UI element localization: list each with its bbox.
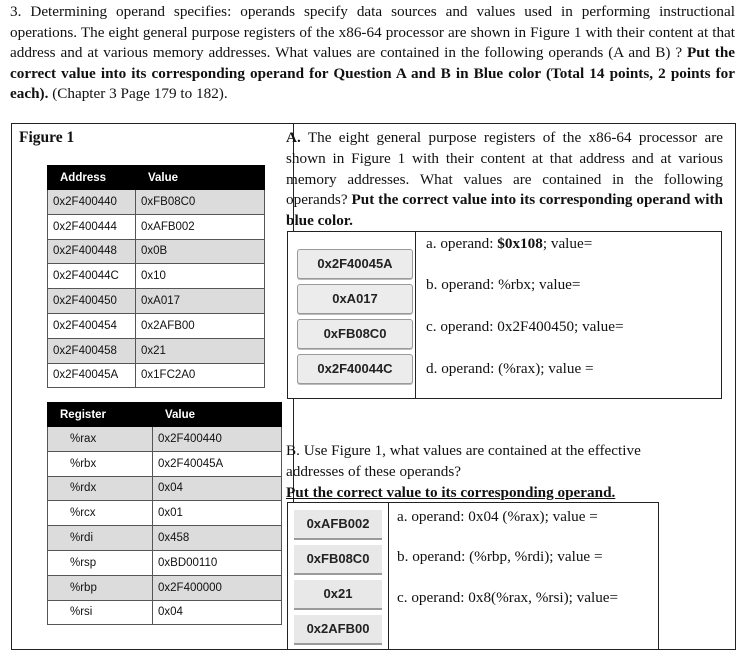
memory-address-cell: 0x2F400454 [48,313,136,338]
table-row [48,338,265,363]
register-value-cell: 0x2F40045A [153,451,282,476]
register-value-cell: 0x04 [153,600,282,625]
memory-address-cell: 0x2F400458 [48,338,136,363]
answer-chip[interactable]: 0xAFB002 [294,510,382,540]
question-b-instruction: Put the correct value to its corresponding operand. [286,483,616,501]
question-b-answer-box [287,502,659,650]
register-name-cell: %rbx [48,451,153,476]
intro-paragraph [10,2,735,105]
question-b-body: B. Use Figure 1, what values are contained at the effective addresses of these operands? [286,442,641,480]
table-row [48,526,282,551]
operand-b: b. operand: %rbx; value= [426,276,581,293]
table-row [48,239,265,264]
register-value-cell: 0x04 [153,476,282,501]
memory-address-cell: 0x2F400450 [48,289,136,314]
answer-chip[interactable]: 0x2F40044C [297,354,413,384]
answer-chip[interactable]: 0x2AFB00 [294,615,382,645]
question-a-body: The eight general purpose registers of the x86-64 processor are shown in Figure 1 with their content at that address and at various memory addresses. What values are contained in the following operands? [286,129,723,209]
memory-address-cell: 0x2F400448 [48,239,136,264]
operand-a-immediate: $0x108 [497,235,543,252]
answer-chip[interactable]: 0xA017 [297,284,413,314]
memory-value-cell: 0x2AFB00 [136,313,265,338]
question-a-label: A. [286,129,301,146]
register-header-register: Register [48,403,153,427]
intro-bold-instruction: Put the correct value into its corresponding operand for Question A and B in Blue color (Total 14 points, 2 points for each). [10,44,736,103]
register-value-cell: 0xBD00110 [153,550,282,575]
table-row [48,600,282,625]
register-header-value: Value [153,403,282,427]
operand-c: c. operand: 0x2F400450; value= [426,318,624,335]
operand-b-c: c. operand: 0x8(%rax, %rsi); value= [397,589,619,606]
register-value-cell: 0x458 [153,526,282,551]
register-name-cell: %rsi [48,600,153,625]
table-row [48,501,282,526]
register-value-cell: 0x01 [153,501,282,526]
register-name-cell: %rax [48,427,153,452]
intro-chapter-ref: (Chapter 3 Page 179 to 182). [48,85,228,103]
register-name-cell: %rbp [48,575,153,600]
memory-value-cell: 0x10 [136,264,265,289]
register-name-cell: %rsp [48,550,153,575]
memory-value-cell: 0xFB08C0 [136,190,265,215]
memory-address-cell: 0x2F400440 [48,190,136,215]
register-name-cell: %rcx [48,501,153,526]
table-row [48,575,282,600]
memory-value-cell: 0xA017 [136,289,265,314]
question-a-text [286,128,723,232]
table-row [48,289,265,314]
table-row [48,550,282,575]
register-name-cell: %rdi [48,526,153,551]
question-a-instruction: Put the correct value into its corresponding operand with blue color. [286,191,723,230]
register-value-cell: 0x2F400000 [153,575,282,600]
memory-value-cell: 0xAFB002 [136,214,265,239]
memory-value-cell: 0x1FC2A0 [136,363,265,388]
answer-chip[interactable]: 0xFB08C0 [297,319,413,349]
operand-a-suffix: ; value= [542,235,593,252]
table-row [48,363,265,388]
table-row [48,190,265,215]
table-row [48,427,282,452]
answer-chip[interactable]: 0x21 [294,580,382,610]
register-table [47,402,282,625]
answer-chip[interactable]: 0x2F40045A [297,249,413,279]
table-row [48,313,265,338]
intro-text: 3. Determining operand specifies: operands specify data sources and values used in performing instructional operations. The eight general purpose registers of the x86-64 processor are shown in Figure 1 with their content at that address and at various memory addresses. What values are contained in the following operands (A and B) ? [10,3,735,62]
memory-table [47,165,265,388]
table-row [48,264,265,289]
answer-box-divider [388,503,389,649]
memory-address-cell: 0x2F40044C [48,264,136,289]
operand-d: d. operand: (%rax); value = [426,360,594,377]
operand-a [426,235,592,253]
register-value-cell: 0x2F400440 [153,427,282,452]
memory-header-value: Value [136,166,265,190]
operand-b-a: a. operand: 0x04 (%rax); value = [397,508,598,525]
answer-chip[interactable]: 0xFB08C0 [294,545,382,575]
question-b-text [286,441,686,503]
memory-address-cell: 0x2F400444 [48,214,136,239]
figure-title: Figure 1 [19,129,75,146]
memory-value-cell: 0x21 [136,338,265,363]
table-row [48,451,282,476]
operand-b-b: b. operand: (%rbp, %rdi); value = [397,548,603,565]
memory-address-cell: 0x2F40045A [48,363,136,388]
table-row [48,214,265,239]
table-row [48,476,282,501]
question-a-answer-box [287,231,722,399]
question-frame [11,123,736,650]
operand-a-prefix: a. operand: [426,235,498,252]
memory-header-address: Address [48,166,136,190]
register-name-cell: %rdx [48,476,153,501]
memory-value-cell: 0x0B [136,239,265,264]
answer-box-divider [415,232,416,398]
